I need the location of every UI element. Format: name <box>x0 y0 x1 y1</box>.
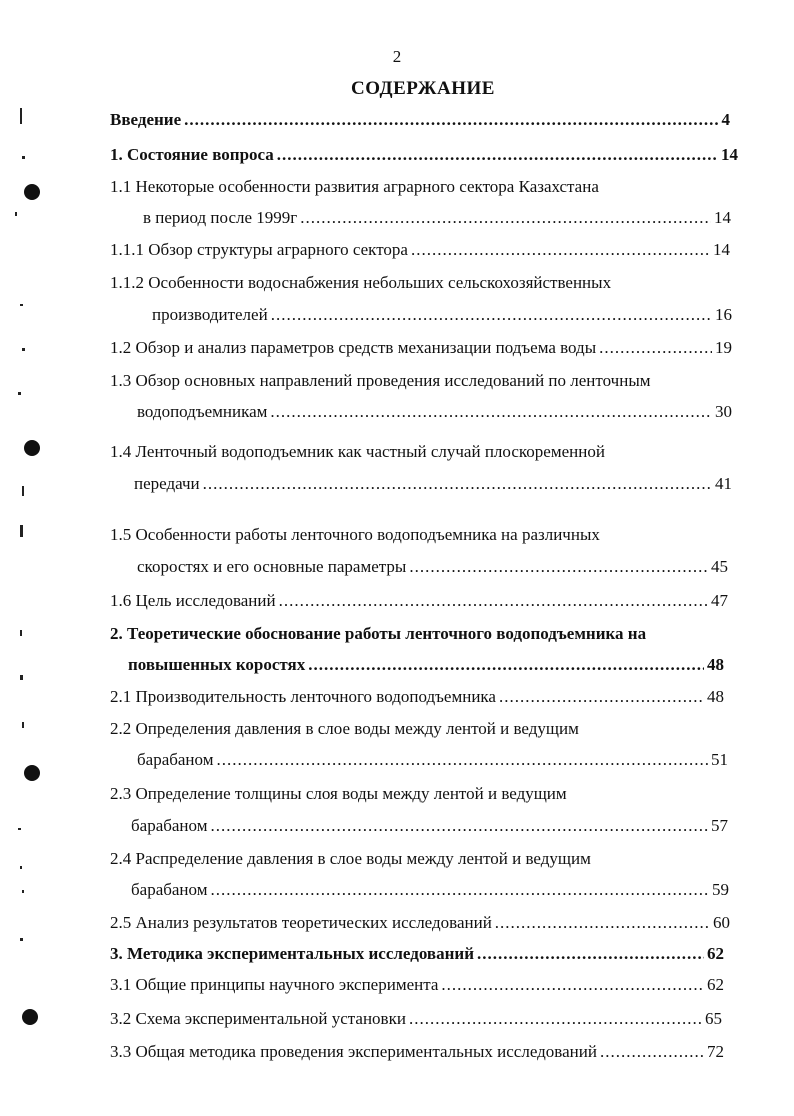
toc-page-number: 30 <box>715 402 732 421</box>
toc-page-number: 65 <box>705 1009 722 1028</box>
toc-entry-text: Введение <box>110 110 182 129</box>
toc-entry-text: 3.2 Схема экспериментальной установки <box>110 1009 406 1028</box>
toc-page-number: 41 <box>715 474 732 493</box>
toc-entry-text: 2.1 Производительность ленточного водоподъемника <box>110 687 496 706</box>
toc-entry-text: в период после 1999г <box>143 208 298 227</box>
toc-entry-text: повышенных коростях <box>128 655 306 674</box>
toc-entry-1-1-2[interactable] <box>152 305 732 325</box>
toc-page-number: 14 <box>713 240 730 259</box>
toc-entry-text: барабаном <box>131 880 208 899</box>
toc-page-number: 51 <box>711 750 728 769</box>
page-number: 2 <box>392 47 402 66</box>
toc-entry-2-3-line1[interactable]: 2.3 Определение толщины слоя воды между лентой и ведущим <box>110 784 567 803</box>
toc-entry-1-5[interactable] <box>137 557 728 577</box>
toc-entry-3-3[interactable] <box>110 1042 724 1062</box>
toc-page-number: 62 <box>707 975 724 994</box>
toc-entry-1-2[interactable] <box>110 338 732 358</box>
toc-entry-introduction[interactable] <box>110 110 730 130</box>
toc-entry-text: 2.5 Анализ результатов теоретических исследований <box>110 913 492 932</box>
toc-entry-1-1[interactable] <box>143 208 731 228</box>
toc-entry-text: 3.3 Общая методика проведения экспериментальных исследований <box>110 1042 597 1061</box>
toc-entry-2-3[interactable] <box>131 816 728 836</box>
toc-entry-text: 1.6 Цель исследований <box>110 591 276 610</box>
toc-entry-text: передачи <box>134 474 200 493</box>
toc-page-number: 60 <box>713 913 730 932</box>
toc-page-number: 48 <box>707 687 724 706</box>
toc-entry-2-4[interactable] <box>131 880 729 900</box>
toc-entry-text: 1.2 Обзор и анализ параметров средств механизации подъема воды <box>110 338 597 357</box>
toc-entry-text: производителей <box>152 305 268 324</box>
toc-entry-1-4-line1[interactable]: 1.4 Ленточный водоподъемник как частный случай плоскоременной <box>110 442 605 461</box>
toc-entry-text: 1.1.1 Обзор структуры аграрного сектора <box>110 240 408 259</box>
toc-entry-2-2[interactable] <box>137 750 728 770</box>
toc-entry-1-4[interactable] <box>134 474 732 494</box>
toc-entry-text: 3.1 Общие принципы научного эксперимента <box>110 975 439 994</box>
toc-entry-1-6[interactable] <box>110 591 728 611</box>
toc-page-number: 57 <box>711 816 728 835</box>
toc-entry-section-2-line1[interactable]: 2. Теоретические обоснование работы ленточного водоподъемника на <box>110 624 647 643</box>
toc-entry-1-1-line1[interactable]: 1.1 Некоторые особенности развития аграрного сектора Казахстана <box>110 177 599 196</box>
toc-page-number: 48 <box>707 655 724 674</box>
toc-entry-2-2-line1[interactable]: 2.2 Определения давления в слое воды между лентой и ведущим <box>110 719 579 738</box>
toc-entry-text: 3. Методика экспериментальных исследований <box>110 944 474 963</box>
toc-entry-text: барабаном <box>131 816 208 835</box>
toc-entry-1-1-1[interactable] <box>110 240 730 260</box>
toc-page-number: 72 <box>707 1042 724 1061</box>
toc-entry-1-1-2-line1[interactable]: 1.1.2 Особенности водоснабжения небольших сельскохозяйственных <box>110 273 612 292</box>
toc-entry-text: 1. Состояние вопроса <box>110 145 274 164</box>
toc-entry-1-3[interactable] <box>137 402 732 422</box>
toc-entry-text: водоподъемникам <box>137 402 268 421</box>
page-title: СОДЕРЖАНИЕ <box>351 78 495 99</box>
toc-entry-section-1[interactable] <box>110 145 738 165</box>
toc-page-number: 14 <box>721 145 738 164</box>
toc-entry-section-2[interactable] <box>128 655 724 675</box>
toc-page-number: 47 <box>711 591 728 610</box>
toc-page-number: 14 <box>714 208 731 227</box>
toc-entry-text: скоростях и его основные параметры <box>137 557 407 576</box>
toc-entry-2-4-line1[interactable]: 2.4 Распределение давления в слое воды между лентой и ведущим <box>110 849 591 868</box>
toc-entry-3-1[interactable] <box>110 975 724 995</box>
toc-entry-2-1[interactable] <box>110 687 724 707</box>
toc-entry-2-5[interactable] <box>110 913 730 933</box>
toc-entry-1-5-line1[interactable]: 1.5 Особенности работы ленточного водоподъемника на различных <box>110 525 600 544</box>
toc-entry-section-3[interactable] <box>110 944 724 964</box>
toc-entry-1-3-line1[interactable]: 1.3 Обзор основных направлений проведения исследований по ленточным <box>110 371 651 390</box>
toc-page-number: 16 <box>715 305 732 324</box>
toc-page-number: 59 <box>712 880 729 899</box>
toc-page-number: 45 <box>711 557 728 576</box>
toc-page-number: 19 <box>715 338 732 357</box>
toc-page-number: 62 <box>707 944 724 963</box>
toc-entry-3-2[interactable] <box>110 1009 722 1029</box>
toc-entry-text: барабаном <box>137 750 214 769</box>
toc-page-number: 4 <box>721 110 730 129</box>
